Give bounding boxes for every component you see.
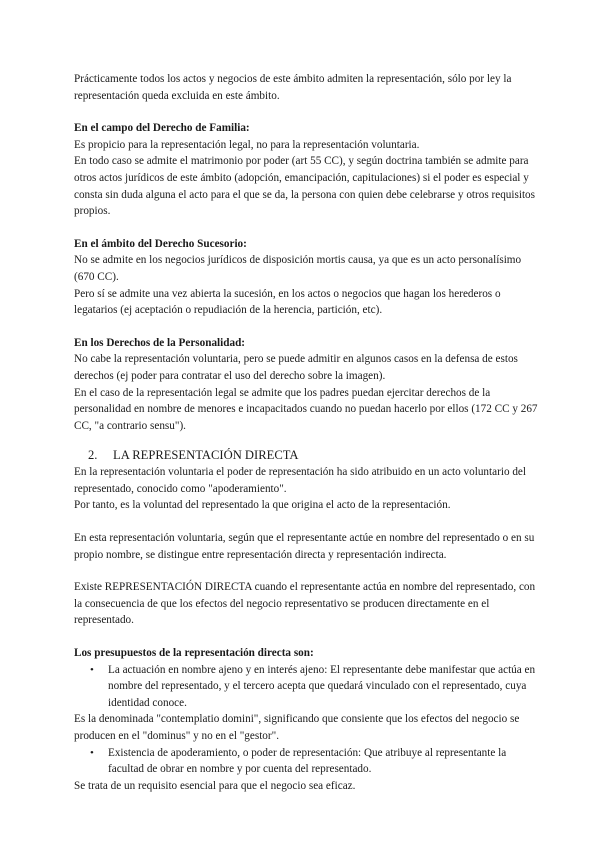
section-2-title	[74, 446, 540, 464]
intro-paragraph: Prácticamente todos los actos y negocios de este ámbito admiten la representación, sólo por ley la representación queda excluida en este ámbito.	[74, 73, 512, 102]
presupuestos-list-2	[74, 745, 540, 778]
presupuestos-heading: Los presupuestos de la representación directa son:	[74, 647, 314, 660]
presupuesto-bullet-2: • Existencia de apoderamiento, o poder de representación: Que atribuye al representante la facultad de obrar en nombre y por cuenta del representado.	[74, 745, 540, 778]
section-2-paragraph-2: Por tanto, es la voluntad del representado la que origina el acto de la representación.	[74, 499, 451, 512]
section-2-number: 2.	[88, 448, 98, 463]
section-2-title-text: LA REPRESENTACIÓN DIRECTA	[113, 448, 299, 463]
sucesorio-paragraph-1: No se admite en los negocios jurídicos de disposición mortis causa, ya que es un acto personalísimo (670 CC).	[74, 254, 522, 283]
section-2-paragraph-4: Existe REPRESENTACIÓN DIRECTA cuando el representante actúa en nombre del representado, con la consecuencia de que los efectos del negocio representativo se producen directamente en el representado.	[74, 581, 536, 627]
section-2-paragraph-3: En esta representación voluntaria, según que el representante actúe en nombre del representado o en su propio nombre, se distingue entre representación directa y representación indirecta.	[74, 532, 535, 561]
personalidad-paragraph-2: En el caso de la representación legal se admite que los padres puedan ejercitar derechos de la personalidad en nombre de menores e incapacitados cuando no puedan hacerlo por ellos (172 CC y 267 CC, "a contrario sensu").	[74, 386, 538, 432]
presupuesto-note-2: Se trata de un requisito esencial para que el negocio sea eficaz.	[74, 779, 356, 792]
section-2-paragraph-1: En la representación voluntaria el poder de representación ha sido atribuido en un acto voluntario del representado, conocido como "apoderamiento".	[74, 466, 526, 495]
familia-heading: En el campo del Derecho de Familia:	[74, 122, 250, 135]
personalidad-paragraph-1: No cabe la representación voluntaria, pero se puede admitir en algunos casos en la defensa de estos derechos (ej poder para contratar el uso del derecho sobre la imagen).	[74, 353, 518, 382]
presupuesto-note-1: Es la denominada "contemplatio domini", significando que consiente que los efectos del negocio se producen en el "dominus" y no en el "gestor".	[74, 713, 520, 742]
sucesorio-paragraph-2: Pero sí se admite una vez abierta la sucesión, en los actos o negocios que hagan los herederos o legatarios (ej aceptación o repudiación de la herencia, partición, etc).	[74, 287, 501, 317]
presupuestos-list-1	[74, 662, 540, 712]
familia-paragraph-1: Es propicio para la representación legal, no para la representación voluntaria.	[74, 138, 420, 151]
personalidad-heading: En los Derechos de la Personalidad:	[74, 336, 246, 349]
sucesorio-heading: En el ámbito del Derecho Sucesorio:	[74, 237, 247, 250]
presupuesto-bullet-1: • La actuación en nombre ajeno y en interés ajeno: El representante debe manifestar que actúa en nombre del representado, y el tercero acepta que quedará vinculado con el representado, cuya identidad conoce.	[74, 662, 540, 712]
familia-paragraph-2: En todo caso se admite el matrimonio por poder (art 55 CC), y según doctrina también se admite para otros actos jurídicos de este ámbito (adopción, emancipación, capitulaciones) si el poder es especial y consta sin duda alguna el acto para el que se da, la persona con quien debe celebrarse y otros requisitos propios.	[74, 155, 536, 218]
